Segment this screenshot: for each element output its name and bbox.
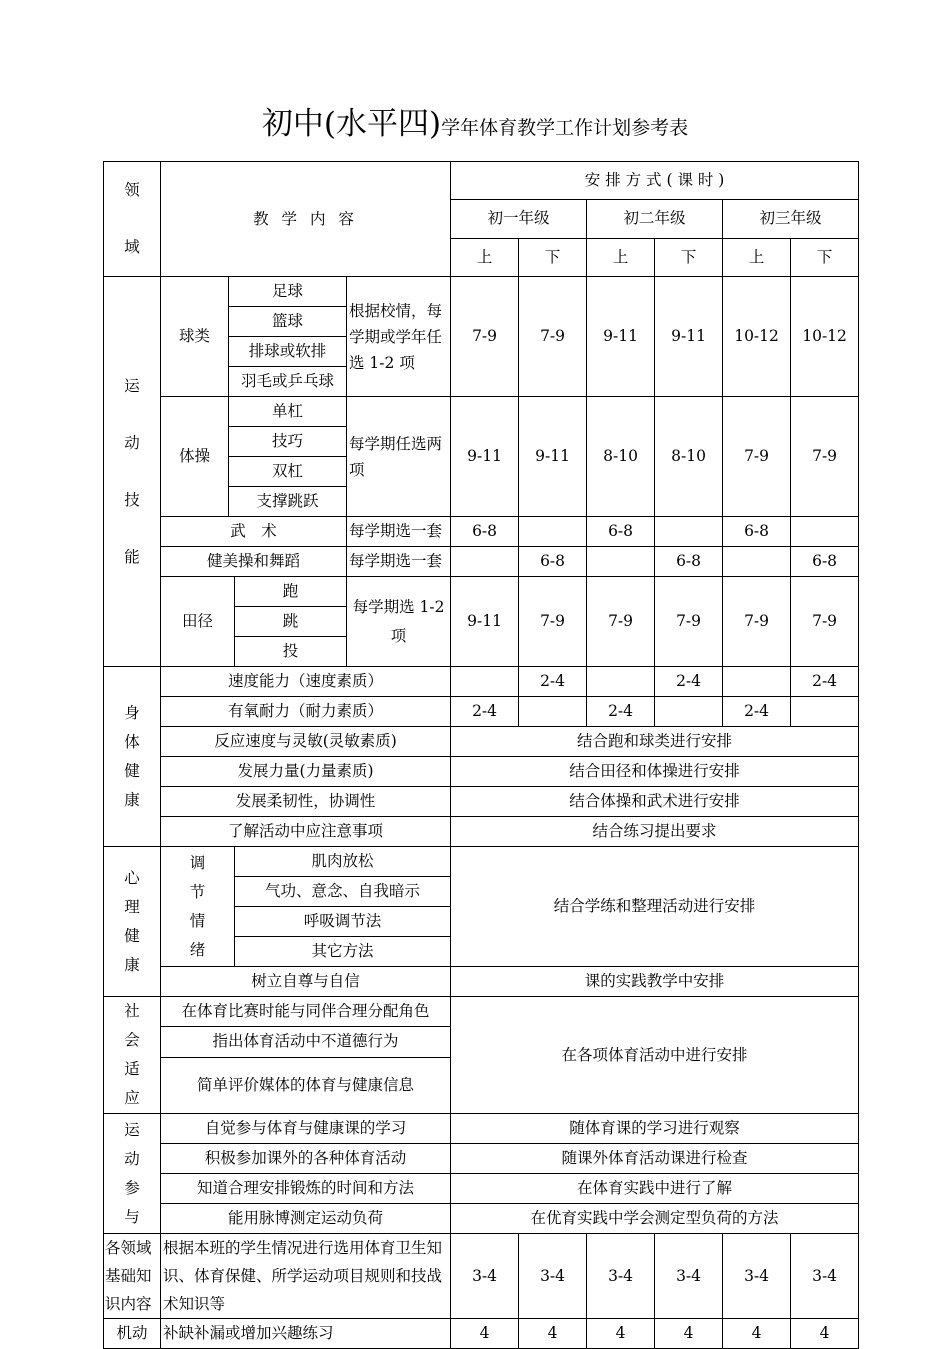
header-term-down: 下 [655, 238, 723, 276]
participation-label: 知道合理安排锻炼的时间和方法 [161, 1174, 451, 1204]
hours-cell: 7-9 [791, 397, 859, 517]
hours-cell: 7-9 [587, 577, 655, 667]
hours-cell: 4 [791, 1319, 859, 1349]
participation-label: 能用脉博测定运动负荷 [161, 1204, 451, 1234]
hours-cell: 2-4 [723, 697, 791, 727]
social-item: 指出体育活动中不道德行为 [161, 1027, 451, 1057]
domain-sports-skills: 运 动 技 能 [104, 277, 161, 667]
participation-arrangement: 在优育实践中学会测定型负荷的方法 [451, 1204, 859, 1234]
hours-cell: 9-11 [451, 577, 519, 667]
confidence-arrangement: 课的实践教学中安排 [451, 967, 859, 997]
hours-cell: 7-9 [655, 577, 723, 667]
emotion-item: 其它方法 [235, 937, 451, 967]
health-row-label: 了解活动中应注意事项 [161, 817, 451, 847]
hours-cell: 9-11 [655, 277, 723, 397]
hours-cell: 6-8 [519, 547, 587, 577]
page-title [0, 98, 950, 143]
emotion-arrangement: 结合学练和整理活动进行安排 [451, 847, 859, 967]
domain-physical-health: 身 体 健 康 [104, 667, 161, 847]
participation-arrangement: 随课外体育活动课进行检查 [451, 1144, 859, 1174]
wushu-note: 每学期选一套 [347, 517, 451, 547]
header-term-up: 上 [451, 238, 519, 276]
wushu-label: 武 术 [161, 517, 347, 547]
gym-item: 单杠 [229, 397, 347, 427]
participation-arrangement: 随体育课的学习进行观察 [451, 1114, 859, 1144]
participation-label: 积极参加课外的各种体育活动 [161, 1144, 451, 1174]
hours-cell [655, 697, 723, 727]
hours-cell: 10-12 [723, 277, 791, 397]
hours-cell [587, 547, 655, 577]
emotion-item: 肌肉放松 [235, 847, 451, 877]
hours-cell [519, 517, 587, 547]
ball-item: 篮球 [229, 307, 347, 337]
health-row-arrangement: 结合练习提出要求 [451, 817, 859, 847]
hours-cell: 8-10 [655, 397, 723, 517]
ball-item: 排球或软排 [229, 337, 347, 367]
hours-cell: 4 [587, 1319, 655, 1349]
header-content: 教 学 内 容 [161, 162, 451, 277]
ball-note: 根据校情，每学期或学年任选 1-2 项 [347, 277, 451, 397]
hours-cell: 3-4 [451, 1234, 519, 1319]
hours-cell [723, 667, 791, 697]
header-term-down: 下 [519, 238, 587, 276]
header-grade-3: 初三年级 [723, 200, 859, 238]
hours-cell: 2-4 [655, 667, 723, 697]
endurance-label: 有氧耐力（耐力素质） [161, 697, 451, 727]
category-gym: 体操 [161, 397, 229, 517]
hours-cell: 2-4 [791, 667, 859, 697]
gym-item: 双杠 [229, 457, 347, 487]
hours-cell: 3-4 [791, 1234, 859, 1319]
participation-arrangement: 在体育实践中进行了解 [451, 1174, 859, 1204]
hours-cell: 3-4 [519, 1234, 587, 1319]
hours-cell: 9-11 [587, 277, 655, 397]
dance-label: 健美操和舞蹈 [161, 547, 347, 577]
title-main: 初中(水平四) [261, 106, 442, 142]
hours-cell [451, 547, 519, 577]
social-item: 简单评价媒体的体育与健康信息 [161, 1057, 451, 1114]
hours-cell: 2-4 [451, 697, 519, 727]
hours-cell: 4 [451, 1319, 519, 1349]
hours-cell [723, 547, 791, 577]
health-row-arrangement: 结合田径和体操进行安排 [451, 757, 859, 787]
health-row-label: 发展柔韧性，协调性 [161, 787, 451, 817]
hours-cell: 7-9 [519, 577, 587, 667]
hours-cell: 8-10 [587, 397, 655, 517]
gym-item: 支撑跳跃 [229, 487, 347, 517]
domain-social-adaptation: 社 会 适 应 [104, 997, 161, 1114]
participation-label: 自觉参与体育与健康课的学习 [161, 1114, 451, 1144]
header-grade-1: 初一年级 [451, 200, 587, 238]
title-sub: 学年体育教学工作计划参考表 [441, 117, 689, 139]
health-row-label: 反应速度与灵敏(灵敏素质) [161, 727, 451, 757]
hours-cell [791, 517, 859, 547]
hours-cell [791, 697, 859, 727]
hours-cell: 2-4 [519, 667, 587, 697]
hours-cell: 3-4 [655, 1234, 723, 1319]
hours-cell: 7-9 [723, 577, 791, 667]
domain-participation: 运 动 参 与 [104, 1114, 161, 1234]
header-grade-2: 初二年级 [587, 200, 723, 238]
hours-cell: 2-4 [587, 697, 655, 727]
health-row-arrangement: 结合体操和武术进行安排 [451, 787, 859, 817]
header-term-up: 上 [723, 238, 791, 276]
header-schedule: 安 排 方 式 ( 课 时 ) [451, 162, 859, 200]
domain-mental-health: 心 理 健 康 [104, 847, 161, 997]
emotion-item: 呼吸调节法 [235, 907, 451, 937]
hours-cell: 4 [519, 1319, 587, 1349]
category-track: 田径 [161, 577, 235, 667]
hours-cell: 6-8 [723, 517, 791, 547]
dance-note: 每学期选一套 [347, 547, 451, 577]
domain-flexible: 机动 [104, 1319, 161, 1349]
hours-cell: 7-9 [451, 277, 519, 397]
hours-cell: 7-9 [791, 577, 859, 667]
domain-basic-knowledge: 各领域基础知识内容 [104, 1234, 161, 1319]
category-ball: 球类 [161, 277, 229, 397]
health-row-label: 发展力量(力量素质) [161, 757, 451, 787]
ball-item: 足球 [229, 277, 347, 307]
emotion-label: 调 节 情 绪 [161, 847, 235, 967]
hours-cell: 6-8 [587, 517, 655, 547]
health-row-arrangement: 结合跑和球类进行安排 [451, 727, 859, 757]
gym-note: 每学期任选两项 [347, 397, 451, 517]
hours-cell [451, 667, 519, 697]
hours-cell: 3-4 [723, 1234, 791, 1319]
hours-cell: 10-12 [791, 277, 859, 397]
hours-cell [587, 667, 655, 697]
gym-item: 技巧 [229, 427, 347, 457]
plan-table [103, 161, 859, 1349]
hours-cell: 6-8 [791, 547, 859, 577]
header-term-down: 下 [791, 238, 859, 276]
hours-cell [519, 697, 587, 727]
hours-cell: 7-9 [723, 397, 791, 517]
header-term-up: 上 [587, 238, 655, 276]
emotion-item: 气功、意念、自我暗示 [235, 877, 451, 907]
hours-cell: 4 [655, 1319, 723, 1349]
hours-cell: 9-11 [519, 397, 587, 517]
speed-label: 速度能力（速度素质） [161, 667, 451, 697]
track-item: 投 [235, 637, 347, 667]
hours-cell: 4 [723, 1319, 791, 1349]
track-item: 跳 [235, 607, 347, 637]
hours-cell: 6-8 [655, 547, 723, 577]
track-item: 跑 [235, 577, 347, 607]
hours-cell [655, 517, 723, 547]
hours-cell: 9-11 [451, 397, 519, 517]
track-note: 每学期选 1-2 项 [347, 577, 451, 667]
hours-cell: 7-9 [519, 277, 587, 397]
flexible-content: 补缺补漏或增加兴趣练习 [161, 1319, 451, 1349]
hours-cell: 3-4 [587, 1234, 655, 1319]
hours-cell: 6-8 [451, 517, 519, 547]
basic-knowledge-content: 根据本班的学生情况进行选用体育卫生知识、体育保健、所学运动项目规则和技战术知识等 [161, 1234, 451, 1319]
ball-item: 羽毛或乒乓球 [229, 367, 347, 397]
social-arrangement: 在各项体育活动中进行安排 [451, 997, 859, 1114]
confidence-label: 树立自尊与自信 [161, 967, 451, 997]
social-item: 在体育比赛时能与同伴合理分配角色 [161, 997, 451, 1027]
header-domain: 领 域 [104, 162, 161, 277]
